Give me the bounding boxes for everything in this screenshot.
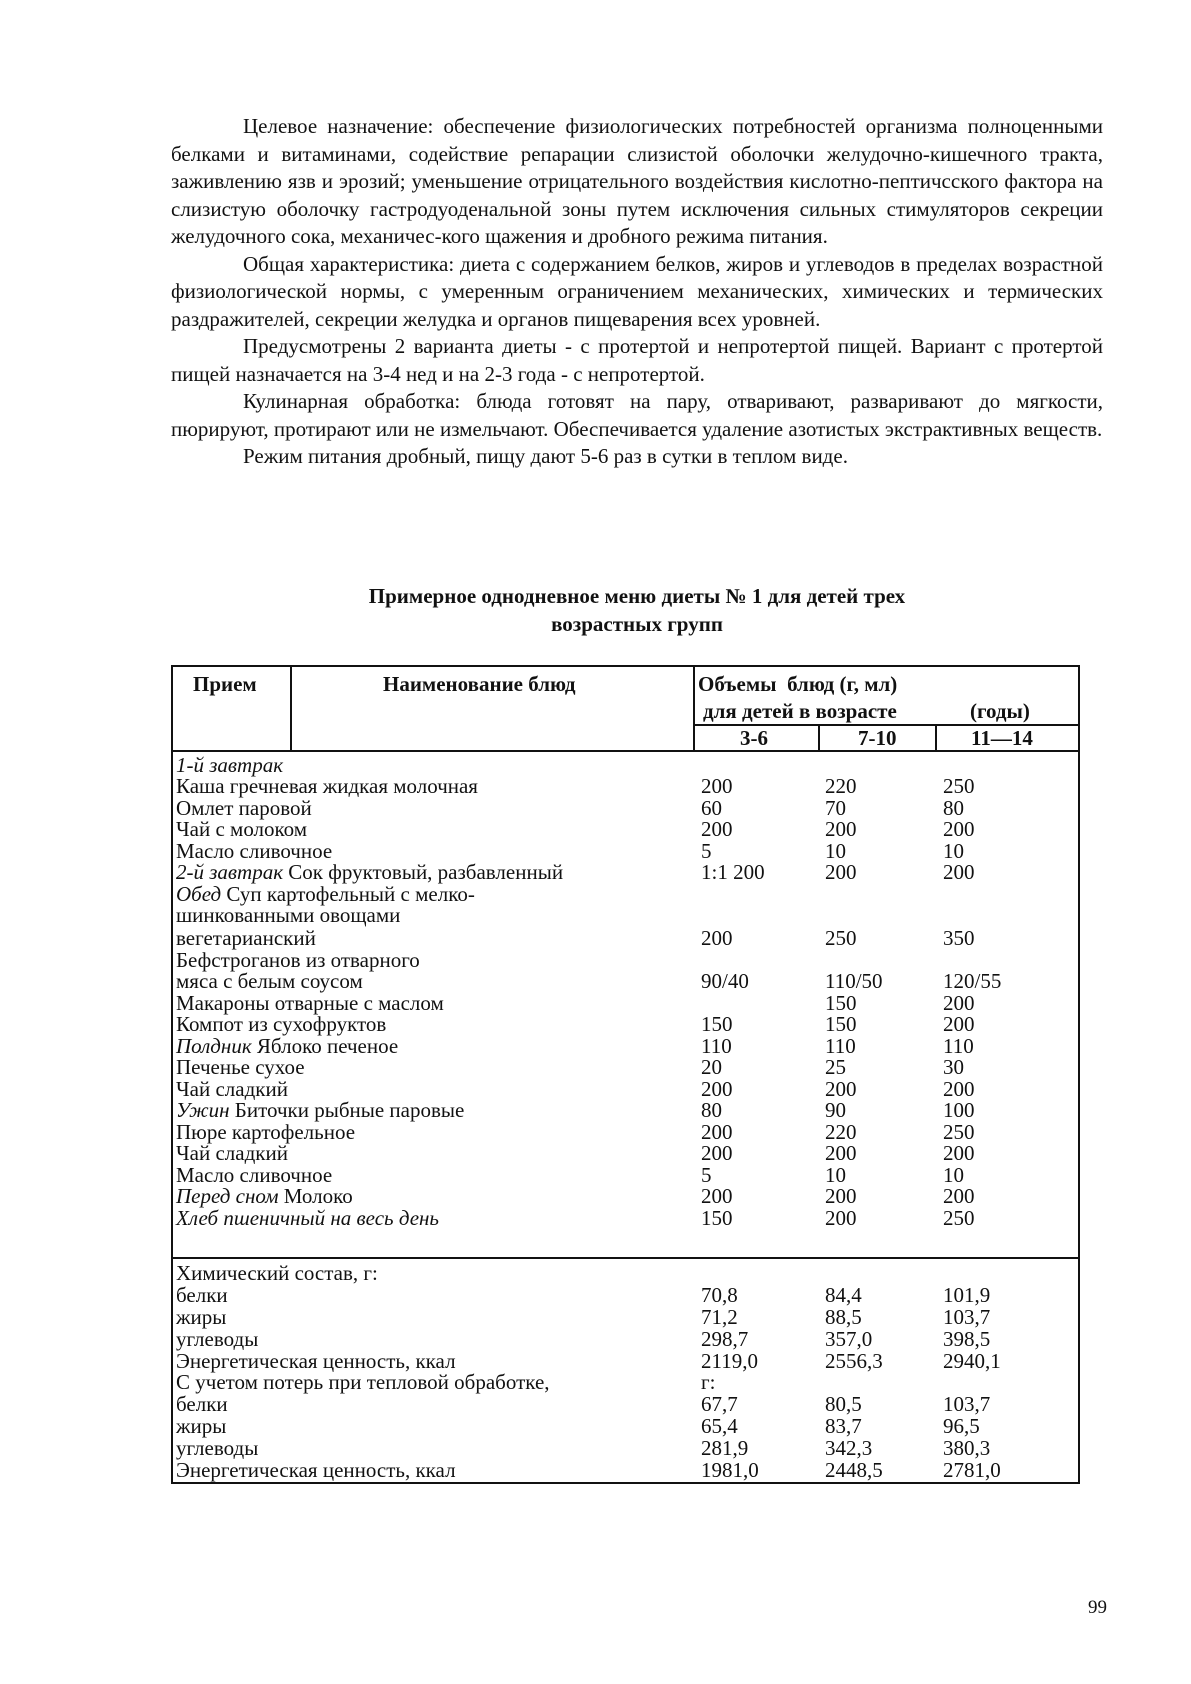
value-11-14: 380,3 [943, 1436, 991, 1460]
value-3-6: 298,7 [701, 1327, 749, 1351]
dish-cell [176, 797, 312, 819]
composition-row [173, 1415, 1078, 1437]
paragraph-purpose: Целевое назначение: обеспечение физиологических потребностей организма полноценными белками и витаминами, содействие репарации слизистой оболочки желудочно-кишечного тракта, заживлению язв и эрозий; уменьшение отрицательного воздействия кислотно-пептичсского фактора на слизистую оболочку гастродуоденальной зоны путем исключения сильных стимуляторов секреции желудочного сока, механичес-кого щажения и дробного режима питания. [171, 114, 1103, 248]
value-3-6: 67,7 [701, 1392, 738, 1416]
header-meal: Прием [193, 672, 257, 696]
amount-3-6: 200 [701, 926, 733, 950]
composition-row [173, 1306, 1078, 1328]
amount-11-14: 250 [943, 774, 975, 798]
composition-row [173, 1371, 1078, 1393]
header-dish: Наименование блюд [383, 672, 576, 696]
table-row [173, 1142, 1078, 1164]
amount-11-14: 200 [943, 1184, 975, 1208]
dish-label: Каша гречневая жидкая молочная [176, 774, 478, 798]
value-11-14: 398,5 [943, 1327, 991, 1351]
dish-cell [176, 949, 420, 971]
amount-7-10: 10 [825, 839, 846, 863]
dish-cell [176, 1013, 386, 1035]
amount-3-6: 200 [701, 774, 733, 798]
table-row [173, 1121, 1078, 1143]
meal-label: Ужин [176, 1098, 230, 1122]
amount-11-14: 200 [943, 1012, 975, 1036]
amount-11-14: 200 [943, 860, 975, 884]
dish-cell [176, 927, 316, 949]
composition-row [173, 1393, 1078, 1415]
amount-7-10: 200 [825, 1206, 857, 1230]
value-11-14: 96,5 [943, 1414, 980, 1438]
table-divider-dish [693, 667, 695, 751]
amount-7-10: 200 [825, 1184, 857, 1208]
amount-7-10: 25 [825, 1055, 846, 1079]
dish-cell [176, 1185, 353, 1207]
amount-11-14: 200 [943, 991, 975, 1015]
dish-cell [176, 775, 478, 797]
amount-3-6: 200 [701, 817, 733, 841]
meal-label: 2-й завтрак [176, 860, 284, 884]
amount-3-6: 90/40 [701, 969, 749, 993]
dish-label: Чай с молоком [176, 817, 308, 841]
amount-11-14: 200 [943, 1077, 975, 1101]
amount-11-14: 100 [943, 1098, 975, 1122]
value-3-6: г: [701, 1370, 716, 1394]
dish-label: вегетарианский [176, 926, 316, 950]
amount-7-10: 200 [825, 1077, 857, 1101]
value-11-14: 103,7 [943, 1392, 991, 1416]
dish-cell [176, 1056, 305, 1078]
amount-3-6: 200 [701, 1141, 733, 1165]
meal-label: Перед сном [176, 1184, 279, 1208]
amount-7-10: 220 [825, 774, 857, 798]
table-divider-age-2 [935, 724, 937, 751]
dish-cell [176, 883, 475, 905]
value-11-14: 101,9 [943, 1283, 991, 1307]
composition-label: белки [176, 1392, 228, 1416]
composition-label: углеводы [176, 1436, 259, 1460]
header-volume-years: (годы) [970, 699, 1030, 723]
amount-11-14: 350 [943, 926, 975, 950]
amount-3-6: 20 [701, 1055, 722, 1079]
dish-label: Макароны отварные с маслом [176, 991, 444, 1015]
header-age-7-10: 7-10 [858, 726, 897, 750]
amount-7-10: 200 [825, 860, 857, 884]
table-row [173, 1099, 1078, 1121]
amount-7-10: 110 [825, 1034, 856, 1058]
dish-cell [176, 1078, 288, 1100]
amount-3-6: 80 [701, 1098, 722, 1122]
composition-row [173, 1262, 1078, 1284]
header-age-3-6: 3-6 [740, 726, 768, 750]
table-row [173, 797, 1078, 819]
dish-label: Масло сливочное [176, 1163, 333, 1187]
meal-label: Полдник [176, 1034, 252, 1058]
dish-cell [176, 1099, 464, 1121]
table-row [173, 883, 1078, 905]
dish-label: Сок фруктовый, разбавленный [283, 860, 564, 884]
dish-label: Молоко [278, 1184, 353, 1208]
header-volume: Объемы блюд (г, мл) [698, 672, 898, 696]
table-row [173, 1013, 1078, 1035]
value-3-6: 281,9 [701, 1436, 749, 1460]
menu-title-line-1: Примерное однодневное меню диеты № 1 для детей трех [368, 584, 906, 608]
table-divider-composition [173, 1257, 1078, 1259]
table-row [173, 1164, 1078, 1186]
header-age-11-14: 11—14 [971, 726, 1033, 750]
table-row [173, 1035, 1078, 1057]
amount-7-10: 200 [825, 1141, 857, 1165]
amount-7-10: 220 [825, 1120, 857, 1144]
dish-label: Масло сливочное [176, 839, 333, 863]
meal-label: Обед [176, 882, 222, 906]
dish-label: шинкованными овощами [176, 903, 401, 927]
value-7-10: 342,3 [825, 1436, 873, 1460]
amount-7-10: 70 [825, 796, 846, 820]
menu-title [171, 582, 1103, 638]
amount-3-6: 1:1 200 [701, 860, 765, 884]
composition-label: жиры [176, 1414, 227, 1438]
amount-3-6: 150 [701, 1206, 733, 1230]
amount-3-6: 5 [701, 1163, 712, 1187]
composition-label: углеводы [176, 1327, 259, 1351]
dish-label: Биточки рыбные паровые [229, 1098, 465, 1122]
value-3-6: 1981,0 [701, 1458, 759, 1482]
value-7-10: 2448,5 [825, 1458, 883, 1482]
table-divider-age-1 [818, 724, 820, 751]
amount-7-10: 150 [825, 991, 857, 1015]
amount-11-14: 110 [943, 1034, 974, 1058]
dish-cell [176, 1207, 439, 1229]
amount-11-14: 200 [943, 1141, 975, 1165]
amount-7-10: 110/50 [825, 969, 883, 993]
dish-label: Омлет паровой [176, 796, 312, 820]
dish-cell [176, 970, 363, 992]
table-row [173, 1185, 1078, 1207]
value-3-6: 65,4 [701, 1414, 738, 1438]
dish-cell [176, 861, 563, 883]
composition-label: белки [176, 1283, 228, 1307]
header-volume-age: для детей в возрасте [703, 699, 897, 723]
dish-cell [176, 992, 444, 1014]
table-row [173, 927, 1078, 949]
composition-label: Химический состав, г: [176, 1261, 378, 1285]
dish-label: Суп картофельный с мелко- [221, 882, 475, 906]
amount-11-14: 250 [943, 1206, 975, 1230]
menu-table [171, 665, 1080, 1484]
menu-title-line-2: возрастных групп [551, 612, 723, 636]
meal-label: Хлеб пшеничный на весь день [176, 1206, 439, 1230]
table-row [173, 861, 1078, 883]
table-row [173, 818, 1078, 840]
table-row [173, 970, 1078, 992]
dish-label: Печенье сухое [176, 1055, 305, 1079]
table-row [173, 1056, 1078, 1078]
composition-row [173, 1350, 1078, 1372]
composition-label: Энергетическая ценность, ккал [176, 1349, 456, 1373]
dish-cell [176, 1035, 398, 1057]
page-number: 99 [1088, 1597, 1107, 1618]
composition-row [173, 1459, 1078, 1481]
dish-label: Пюре картофельное [176, 1120, 356, 1144]
composition-label: С учетом потерь при тепловой обработке, [176, 1370, 550, 1394]
amount-3-6: 200 [701, 1077, 733, 1101]
value-7-10: 83,7 [825, 1414, 862, 1438]
meal-label: 1-й завтрак [176, 753, 284, 777]
table-row [173, 992, 1078, 1014]
amount-3-6: 5 [701, 839, 712, 863]
amount-7-10: 200 [825, 817, 857, 841]
amount-11-14: 10 [943, 1163, 964, 1187]
dish-label: Чай сладкий [176, 1141, 288, 1165]
dish-cell [176, 1121, 355, 1143]
table-divider-header-bottom [173, 750, 1078, 752]
intro-text [171, 113, 1103, 471]
amount-11-14: 10 [943, 839, 964, 863]
dish-label: Бефстроганов из отварного [176, 948, 420, 972]
amount-11-14: 120/55 [943, 969, 1002, 993]
paragraph-variants: Предусмотрены 2 варианта диеты - с протертой и непротертой пищей. Вариант с протертой пищей назначается на 3-4 нед и на 2-3 года - с непротертой. [171, 334, 1103, 386]
value-3-6: 71,2 [701, 1305, 738, 1329]
dish-cell [176, 904, 400, 926]
value-7-10: 357,0 [825, 1327, 873, 1351]
table-row [173, 840, 1078, 862]
composition-row [173, 1328, 1078, 1350]
amount-7-10: 250 [825, 926, 857, 950]
value-11-14: 2940,1 [943, 1349, 1001, 1373]
amount-7-10: 10 [825, 1163, 846, 1187]
value-3-6: 2119,0 [701, 1349, 758, 1373]
dish-cell [176, 1164, 332, 1186]
amount-11-14: 250 [943, 1120, 975, 1144]
value-3-6: 70,8 [701, 1283, 738, 1307]
value-7-10: 80,5 [825, 1392, 862, 1416]
amount-3-6: 60 [701, 796, 722, 820]
composition-label: Энергетическая ценность, ккал [176, 1458, 456, 1482]
amount-11-14: 80 [943, 796, 964, 820]
dish-label: Чай сладкий [176, 1077, 288, 1101]
table-row [173, 1078, 1078, 1100]
dish-label: Компот из сухофруктов [176, 1012, 387, 1036]
table-row [173, 904, 1078, 926]
paragraph-characteristics: Общая характеристика: диета с содержанием белков, жиров и углеводов в пределах возрастной физиологической нормы, с умеренным ограничением механических, химических и термических раздражителей, секреции желудка и органов пищеварения всех уровней. [171, 251, 1103, 331]
amount-7-10: 90 [825, 1098, 846, 1122]
amount-11-14: 30 [943, 1055, 964, 1079]
amount-3-6: 200 [701, 1120, 733, 1144]
amount-7-10: 150 [825, 1012, 857, 1036]
table-row [173, 1207, 1078, 1229]
value-7-10: 84,4 [825, 1283, 862, 1307]
value-11-14: 2781,0 [943, 1458, 1001, 1482]
table-row [173, 754, 1078, 776]
dish-cell [176, 1142, 288, 1164]
dish-cell [176, 754, 283, 776]
table-row [173, 949, 1078, 971]
dish-cell [176, 818, 307, 840]
paragraph-cooking: Кулинарная обработка: блюда готовят на пару, отваривают, разваривают до мягкости, пюрируют, протирают или не измельчают. Обеспечивается удаление азотистых экстрактивных веществ. [171, 389, 1103, 441]
dish-cell [176, 840, 332, 862]
value-7-10: 88,5 [825, 1305, 862, 1329]
amount-11-14: 200 [943, 817, 975, 841]
value-7-10: 2556,3 [825, 1349, 883, 1373]
composition-row [173, 1284, 1078, 1306]
value-11-14: 103,7 [943, 1305, 991, 1329]
table-row [173, 775, 1078, 797]
amount-3-6: 150 [701, 1012, 733, 1036]
composition-label: жиры [176, 1305, 227, 1329]
composition-row [173, 1437, 1078, 1459]
table-divider-meal [290, 667, 292, 751]
paragraph-regime: Режим питания дробный, пищу дают 5-6 раз в сутки в теплом виде. [243, 444, 848, 468]
dish-label: мяса с белым соусом [176, 969, 363, 993]
amount-3-6: 110 [701, 1034, 732, 1058]
dish-label: Яблоко печеное [251, 1034, 399, 1058]
amount-3-6: 200 [701, 1184, 733, 1208]
